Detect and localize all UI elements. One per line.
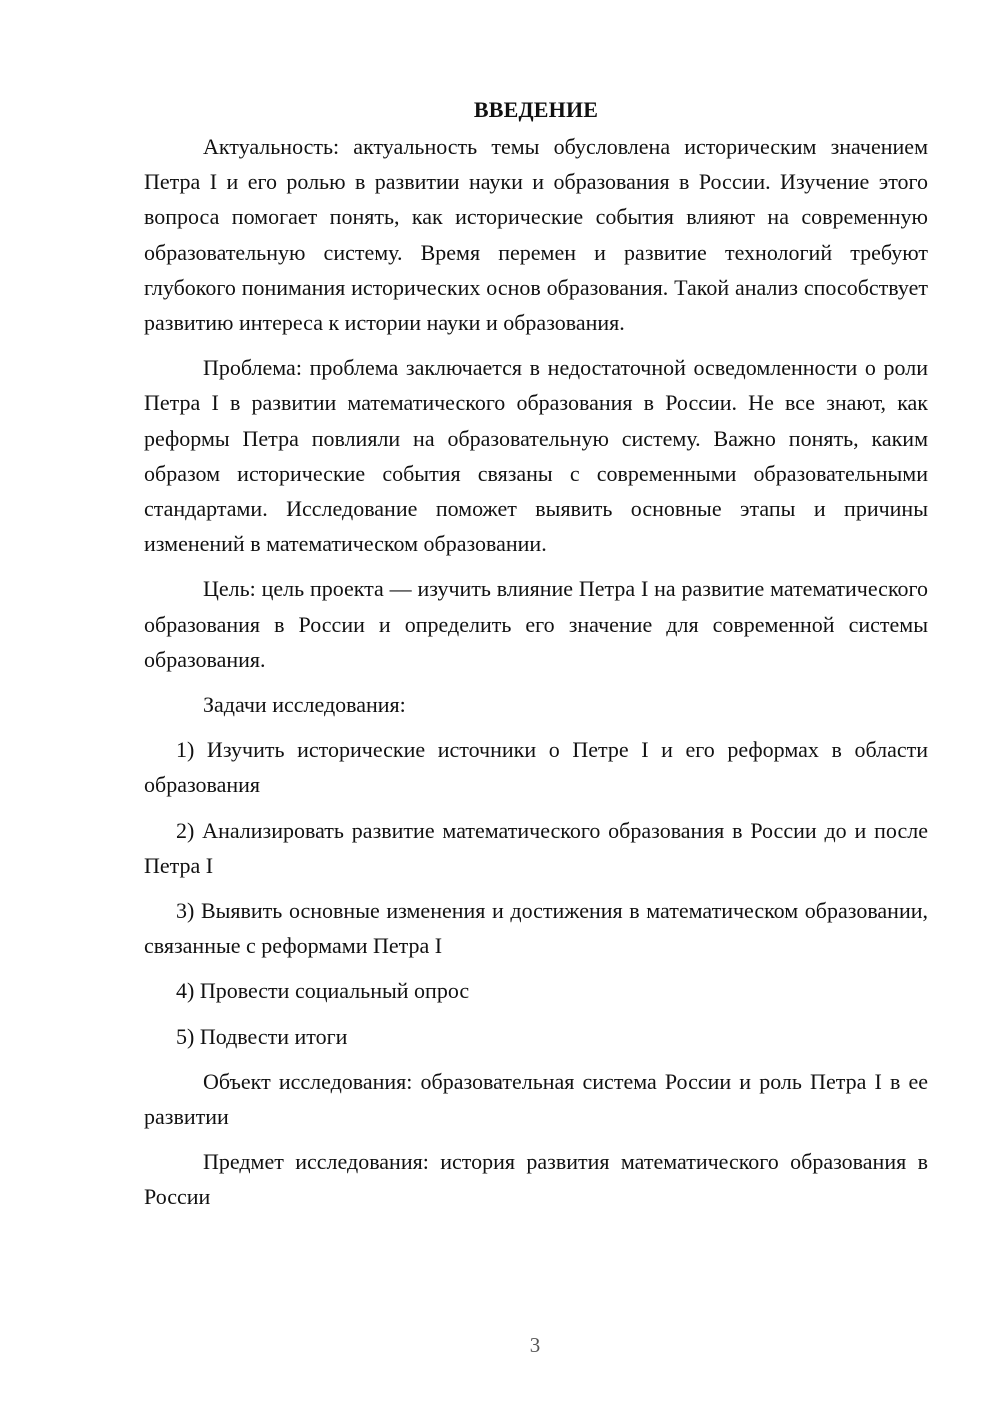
goal-paragraph: Цель: цель проекта — изучить влияние Петра I на развитие математического образования в России и определить его значение для современной системы образования. — [144, 576, 928, 672]
section-title: ВВЕДЕНИЕ — [473, 97, 599, 122]
task-item: 3) Выявить основные изменения и достижения в математическом образовании, связанные с реформами Петра I — [144, 898, 928, 959]
research-subject-paragraph: Предмет исследования: история развития математического образования в России — [144, 1149, 928, 1210]
page-content — [144, 92, 928, 1225]
research-object-paragraph: Объект исследования: образовательная система России и роль Петра I в ее развитии — [144, 1068, 928, 1130]
problem-paragraph: Проблема: проблема заключается в недостаточной осведомленности о роли Петра I в развитии математического образования в России. Не все знают, как реформы Петра повлияли на образовательную систему. Важно понять, каким образом исторические события связаны с современными образовательными стандартами. Исследование поможет выявить основные этапы и причины изменений в математическом образовании. — [144, 355, 928, 557]
relevance-paragraph: Актуальность: актуальность темы обусловлена историческим значением Петра I и его ролью в развитии науки и образования в России. Изучение этого вопроса помогает понять, как исторические события влияют на современную образовательную систему. Время перемен и развитие технологий требуют глубокого понимания исторических основ образования. Такой анализ способствует развитию интереса к истории науки и образования. — [144, 134, 928, 336]
page-number: 3 — [529, 1333, 541, 1357]
task-item: 1) Изучить исторические источники о Петре I и его реформах в области образования — [144, 737, 928, 798]
task-item: 5) Подвести итоги — [176, 1023, 348, 1049]
task-item: 2) Анализировать развитие математического образования в России до и после Петра I — [144, 817, 928, 878]
task-item: 4) Провести социальный опрос — [176, 978, 470, 1004]
tasks-heading: Задачи исследования: — [203, 692, 406, 718]
